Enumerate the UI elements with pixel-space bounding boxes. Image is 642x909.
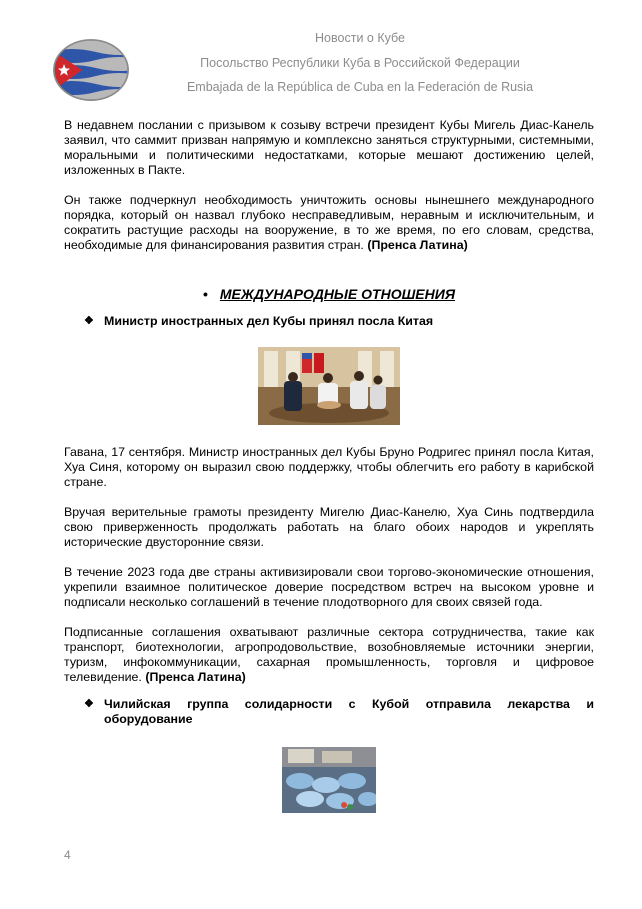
source-label: (Пренса Латина): [145, 670, 246, 684]
article-heading: [84, 314, 594, 329]
bullet-icon: •: [202, 286, 208, 302]
cuban-flag-logo: [52, 38, 130, 102]
header-line-2: Посольство Республики Куба в Российской Федерации: [200, 56, 520, 70]
paragraph-text: Он также подчеркнул необходимость уничтожить основы нынешнего международного порядка, который он назвал глубоко несправедливым, неравным и исключительным, и сократить растущие расходы на вооружение, в то же время, по его словам, средства, необходимые для финансирования развития стран.: [64, 193, 594, 252]
medicine-photo: [282, 747, 376, 813]
article-title: Чилийская группа солидарности с Кубой отправила лекарства и оборудование: [104, 697, 594, 726]
paragraph: [64, 193, 594, 253]
paragraph: Гавана, 17 сентября. Министр иностранных дел Кубы Бруно Родригес принял посла Китая, Хуа Синя, которому он выразил свою поддержку, чтобы облегчить его работу в карибской стране.: [64, 445, 594, 489]
page-number: 4: [64, 848, 71, 862]
meeting-photo: [258, 347, 400, 425]
paragraph: В недавнем послании с призывом к созыву встречи президент Кубы Мигель Диас-Канель заявил, что саммит призван напрямую и комплексно заняться структурными, системными, моральными и политическими недостатками, которые мешают достижению целей, изложенных в Пакте.: [64, 118, 594, 177]
section-heading: [64, 287, 594, 302]
article-title: Министр иностранных дел Кубы принял посла Китая: [104, 314, 434, 328]
paragraph-text: Подписанные соглашения охватывают различные сектора сотрудничества, такие как транспорт, биотехнологии, агропродовольствие, возобновляемые источники энергии, туризм, инфокоммуникации, сахарная промышленность, торговля и цифровое телевидение.: [64, 625, 594, 684]
header-line-3: Embajada de la República de Cuba en la Federación de Rusia: [186, 80, 534, 94]
page-header: [0, 0, 642, 110]
paragraph: [64, 625, 594, 685]
source-label: (Пренса Латина): [367, 238, 468, 252]
section-title: МЕЖДУНАРОДНЫЕ ОТНОШЕНИЯ: [219, 286, 456, 302]
paragraph: Вручая верительные грамоты президенту Мигелю Диас-Канелю, Хуа Синь подтвердила свою приверженность продолжать работать на благо обоих народов и укреплять исторические двусторонние связи.: [64, 505, 594, 549]
paragraph: В течение 2023 года две страны активизировали свои торгово-экономические отношения, укрепили взаимное политическое доверие посредством встреч на высоком уровне и подписали несколько соглашений в течение плодотворного для своих связей года.: [64, 565, 594, 609]
header-line-1: Новости о Кубе: [315, 31, 405, 45]
diamond-bullet-icon: ❖: [84, 698, 94, 710]
diamond-bullet-icon: ❖: [84, 315, 94, 327]
article-heading: [84, 697, 594, 727]
page-content: [64, 118, 594, 833]
